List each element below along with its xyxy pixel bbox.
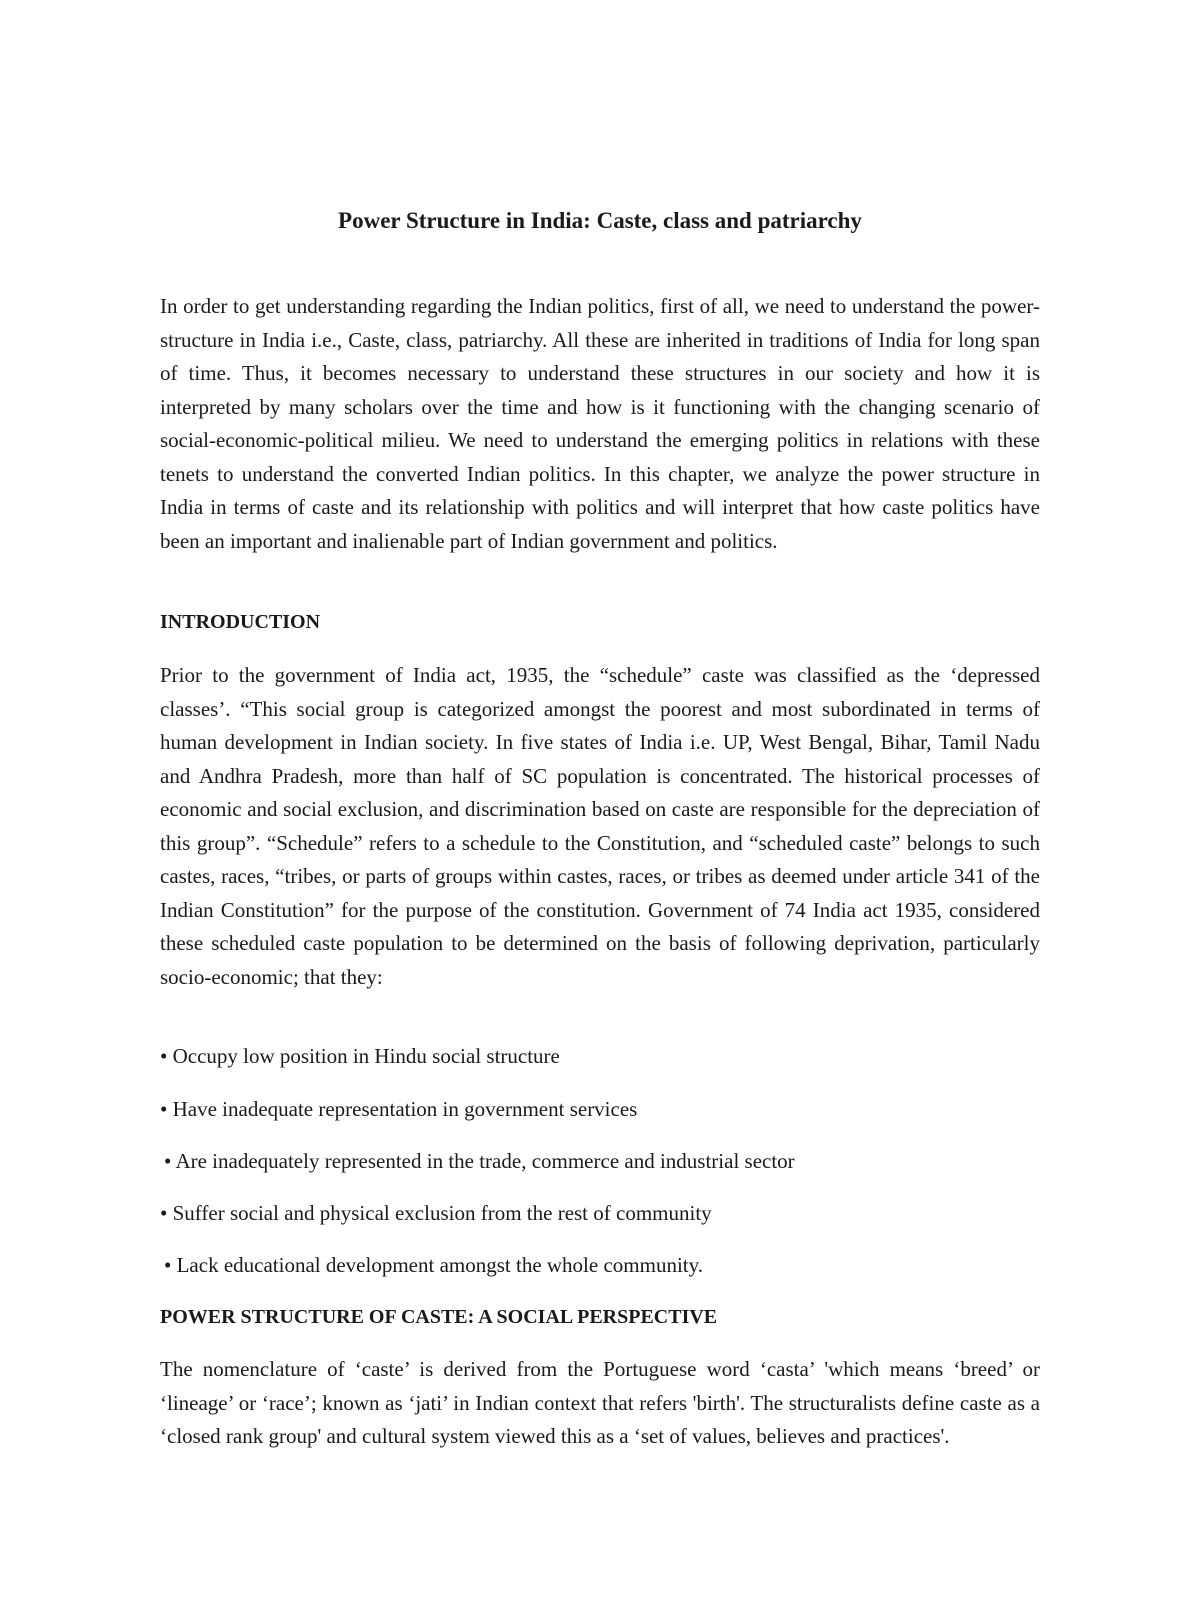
power-structure-heading: POWER STRUCTURE OF CASTE: A SOCIAL PERSPECTIVE (160, 1306, 718, 1328)
bullet-item: • Lack educational development amongst the whole community. (164, 1253, 704, 1277)
bullet-item: • Have inadequate representation in government services (160, 1097, 638, 1121)
bullet-item: • Suffer social and physical exclusion from the rest of community (160, 1201, 712, 1225)
document-title: Power Structure in India: Caste, class and patriarchy (338, 208, 862, 233)
introduction-heading: INTRODUCTION (160, 611, 321, 633)
intro-paragraph: In order to get understanding regarding the Indian politics, first of all, we need to understand the power-structure in India i.e., Caste, class, patriarchy. All these are inherited in traditions of India for long span of time. Thus, it becomes necessary to understand these structures in our society and how it is interpreted by many scholars over the time and how is it functioning with the changing scenario of social-economic-political milieu. We need to understand the emerging politics in relations with these tenets to understand the converted Indian politics. In this chapter, we analyze the power structure in India in terms of caste and its relationship with politics and will interpret that how caste politics have been an important and inalienable part of Indian government and politics. (160, 294, 1040, 553)
power-structure-paragraph: The nomenclature of ‘caste’ is derived from the Portuguese word ‘casta’ 'which means ‘breed’ or ‘lineage’ or ‘race’; known as ‘jati’ in Indian context that refers 'birth'. The structuralists define caste as a ‘closed rank group' and cultural system viewed this as a ‘set of values, believes and practices'. (160, 1357, 1040, 1448)
bullet-item: • Are inadequately represented in the trade, commerce and industrial sector (164, 1149, 795, 1173)
introduction-paragraph: Prior to the government of India act, 1935, the “schedule” caste was classified as the ‘depressed classes’. “This social group is categorized amongst the poorest and most subordinated in terms of human development in Indian society. In five states of India i.e. UP, West Bengal, Bihar, Tamil Nadu and Andhra Pradesh, more than half of SC population is concentrated. The historical processes of economic and social exclusion, and discrimination based on caste are responsible for the depreciation of this group”. “Schedule” refers to a schedule to the Constitution, and “scheduled caste” belongs to such castes, races, “tribes, or parts of groups within castes, races, or tribes as deemed under article 341 of the Indian Constitution” for the purpose of the constitution. Government of 74 India act 1935, considered these scheduled caste population to be determined on the basis of following deprivation, particularly socio-economic; that they: (160, 663, 1040, 989)
bullet-item: • Occupy low position in Hindu social structure (160, 1044, 560, 1068)
